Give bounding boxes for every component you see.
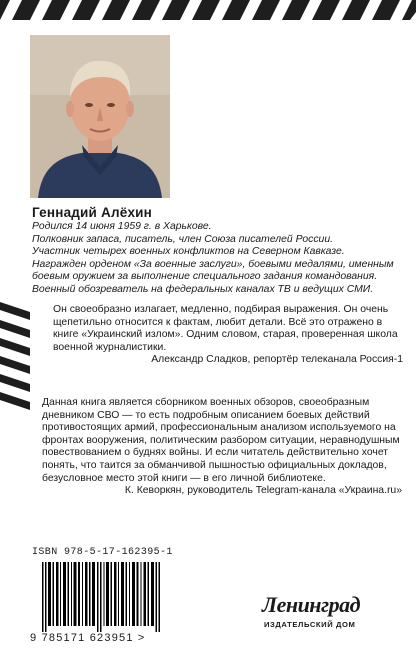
quote-text: Он своеобразно излагает, медленно, подбирая выражения. Он очень щепетильно относится к фактам, любит детали. Всё это отражено в книге «Украинский излом». Одним словом, старая, проверенная школа военной журналистики.	[53, 304, 398, 353]
publisher-name: Ленинград	[262, 592, 361, 617]
author-bio	[32, 221, 402, 297]
barcode-digits: 9 785171 623951 >	[30, 632, 146, 644]
publisher-logo	[262, 592, 372, 634]
barcode	[42, 562, 160, 632]
author-photo	[30, 35, 170, 198]
top-diagonal-stripe	[0, 0, 416, 20]
publisher-subtitle: ИЗДАТЕЛЬСКИЙ ДОМ	[264, 620, 356, 629]
author-name: Геннадий Алёхин	[32, 205, 153, 220]
left-diagonal-stripe	[0, 300, 30, 420]
bio-line: Участник четырех военных конфликтов на Северном Кавказе.	[32, 246, 345, 258]
bio-line: Полковник запаса, писатель, член Союза писателей России.	[32, 233, 334, 245]
description-text: Данная книга является сборником военных обзоров, своеобразным дневником СВО — то есть подробным описанием боевых действий противостоящих армий, профессиональным анализом используемого на фронтах вооружения, политическим разбором ситуации, неравнодушным повествованием о буднях войны. И если читатель действительно хочет понять, что таится за обманчивой пышностью официальных докладов, безусловное место этой книги — в его личной библиотеке.	[42, 397, 400, 484]
quote-attribution: Александр Сладков, репортёр телеканала Россия-1	[151, 354, 403, 366]
bio-line: Родился 14 июня 1959 г. в Харькове.	[32, 221, 212, 232]
isbn-label: ISBN 978-5-17-162395-1	[32, 547, 173, 558]
bio-line: Военный обозреватель на федеральных каналах ТВ и ведущих СМИ.	[32, 283, 374, 295]
review-quote	[53, 304, 403, 367]
book-description	[42, 397, 402, 498]
bio-line: Награжден орденом «За военные заслуги», боевыми медалями, именным боевым оружием за выполнение специального задания командования.	[32, 258, 394, 283]
description-attribution: К. Кеворкян, руководитель Telegram-канала «Украина.ru»	[124, 485, 402, 497]
